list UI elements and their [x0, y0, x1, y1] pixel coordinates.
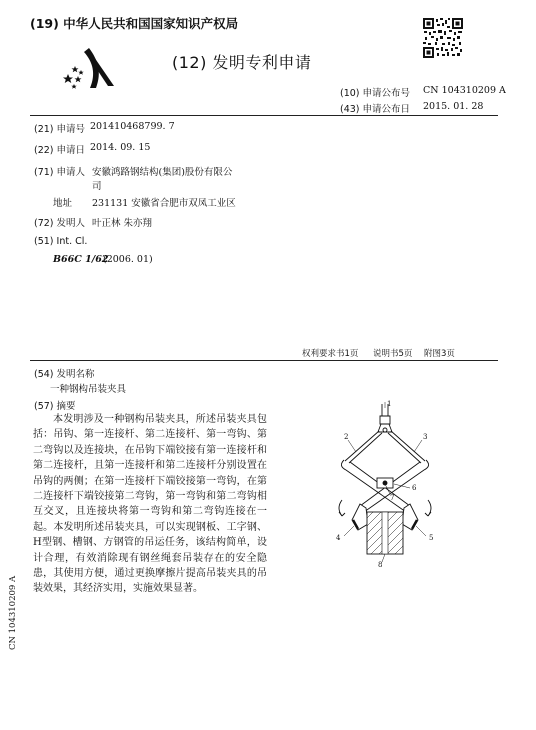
- drawings-pages: 附图3页: [424, 349, 455, 359]
- publication-number: CN 104310209 A: [423, 85, 506, 96]
- applicant-line-1: 安徽鸿路钢结构(集团)股份有限公: [92, 167, 233, 178]
- figure-label-6: 6: [412, 484, 417, 492]
- side-publication-number: CN 104310209 A: [8, 575, 18, 650]
- publication-date-label: (43) 申请公布日: [340, 104, 411, 115]
- applicant-label: (71) 申请人: [34, 167, 86, 178]
- title-label: (54) 发明名称: [34, 369, 95, 380]
- cnipa-emblem-icon: [62, 46, 118, 90]
- figure-label-4: 4: [336, 534, 341, 542]
- applicant-line-2: 司: [92, 181, 102, 192]
- publication-date: 2015. 01. 28: [423, 101, 484, 112]
- publication-number-label: (10) 申请公布号: [340, 88, 411, 99]
- abstract-figure: [330, 400, 440, 570]
- abstract-text: 本发明涉及一种钢构吊装夹具，所述吊装夹具包括：吊钩、第一连接杆、第二连接杆、第一弯钩、第二弯钩以及连接块，在吊钩下端铰接有第一连接杆和第二连接杆，且第一连接杆和第二连接杆分别设置在吊钩的两侧；在第一连接杆下端铰接第一弯钩，在第二连接杆下端铰接第二弯钩，第一弯钩和第二弯钩相互交叉，且连接块将第一弯钩和第二弯钩连接在一起。本发明所述吊装夹具，可以实现钢板、工字钢、H型钢、槽钢、方钢管的吊运任务，该结构简单，设计合理，有效消除现有钢丝绳套吊装存在的安全隐患，其使用方便，通过更换摩擦片提高吊装夹具的吊装效果，其经济实用，实施效果显著。: [33, 414, 267, 595]
- application-number: 201410468799. 7: [90, 121, 175, 132]
- address-label: 地址: [53, 198, 73, 209]
- int-cl-code: B66C 1/62: [53, 254, 109, 265]
- figure-label-3: 3: [423, 433, 428, 441]
- office-line: (19) 中华人民共和国国家知识产权局: [30, 16, 239, 31]
- filing-date: 2014. 09. 15: [90, 142, 151, 153]
- figure-label-7: 7: [390, 494, 395, 502]
- inventors: 叶正林 朱亦翔: [92, 218, 153, 229]
- description-pages: 说明书5页: [373, 349, 413, 359]
- figure-label-1: 1: [387, 400, 392, 408]
- claims-pages: 权利要求书1页: [302, 349, 359, 359]
- summary-divider: [30, 360, 498, 361]
- abstract-label: (57) 摘要: [34, 401, 76, 412]
- int-cl-year: (2006. 01): [103, 254, 153, 265]
- document-type: (12) 发明专利申请: [172, 53, 312, 72]
- invention-title: 一种钢构吊装夹具: [50, 384, 127, 395]
- address: 231131 安徽省合肥市双凤工业区: [92, 198, 236, 209]
- figure-label-8: 8: [378, 561, 383, 569]
- application-number-label: (21) 申请号: [34, 124, 86, 135]
- int-cl-label: (51) Int. Cl.: [34, 236, 88, 247]
- figure-label-5: 5: [429, 534, 434, 542]
- figure-label-2: 2: [344, 433, 349, 441]
- header-divider: [30, 115, 498, 116]
- inventor-label: (72) 发明人: [34, 218, 86, 229]
- filing-date-label: (22) 申请日: [34, 145, 86, 156]
- qr-code: [423, 18, 463, 58]
